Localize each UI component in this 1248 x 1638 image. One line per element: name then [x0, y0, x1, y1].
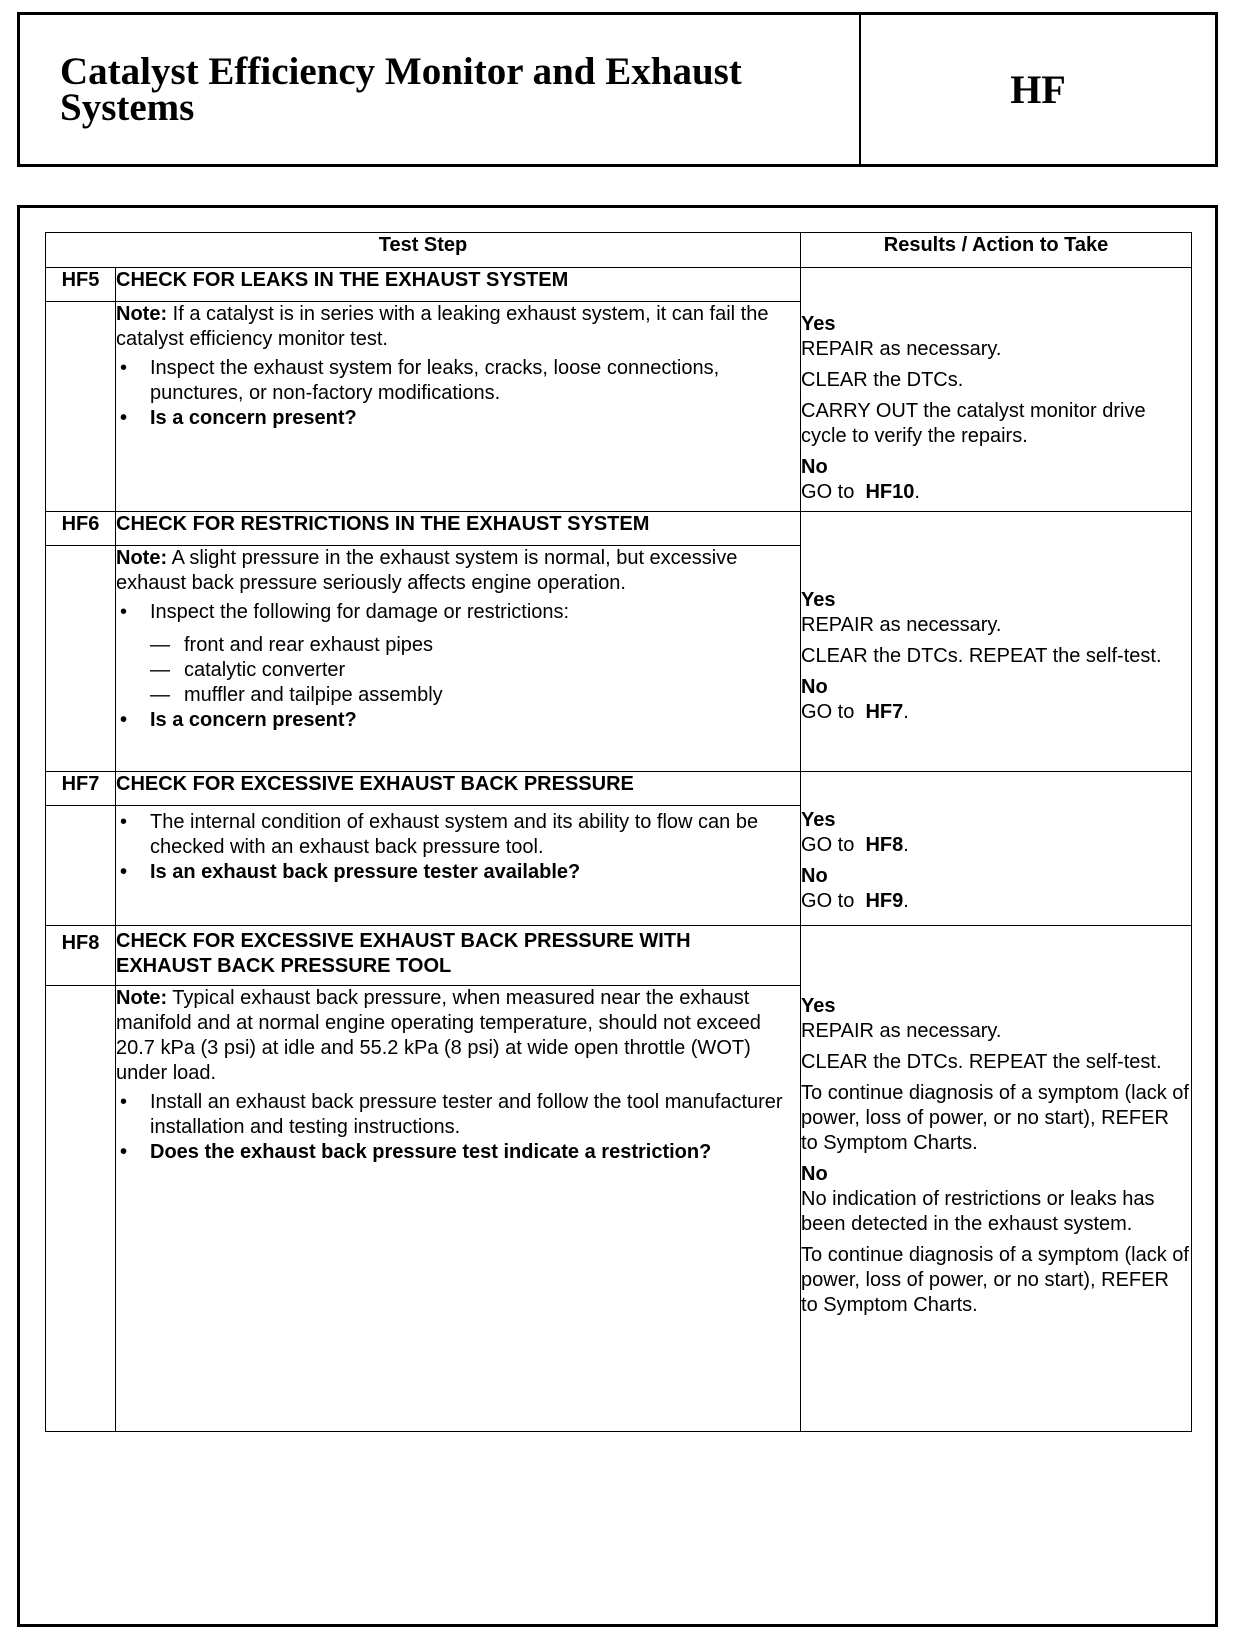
sub-item [116, 683, 800, 708]
step-id-spacer [46, 546, 116, 772]
sub-item-text: muffler and tailpipe assembly [184, 684, 443, 706]
note-text: Typical exhaust back pressure, when measured near the exhaust manifold and at normal engine operating temperature, should not exceed 20.7 kPa (3 psi) at idle and 55.2 kPa (8 psi) at wide open throttle (WOT) under load. [116, 987, 761, 1084]
no-action [801, 889, 1191, 914]
yes-label: Yes [801, 809, 836, 831]
goto-step-link[interactable]: HF8 [865, 834, 904, 856]
step-id-spacer [46, 806, 116, 926]
step-question [116, 406, 800, 431]
step-id: HF7 [46, 772, 116, 806]
step-question [116, 1140, 800, 1165]
sub-item-text: front and rear exhaust pipes [184, 634, 434, 656]
bullet-text: Install an exhaust back pressure tester and follow the tool manufacturer installation and testing instructions. [150, 1091, 783, 1138]
step-results [801, 772, 1192, 926]
sub-item [116, 633, 800, 658]
step-results [801, 268, 1192, 512]
diagnostic-table [45, 232, 1192, 1432]
bullet-icon: • [120, 407, 128, 429]
sub-item-text: catalytic converter [184, 659, 346, 681]
step-note [116, 546, 800, 596]
step-title-row [46, 512, 1192, 546]
table-header-row [46, 233, 1192, 268]
bullet-icon: • [120, 861, 128, 883]
step-id-spacer [46, 302, 116, 512]
section-header [17, 12, 1218, 167]
section-title: Catalyst Efficiency Monitor and Exhaust Systems [20, 15, 861, 164]
bullet-item [116, 356, 800, 406]
step-title-row [46, 772, 1192, 806]
note-label: Note: [116, 547, 168, 569]
step-title-row [46, 268, 1192, 302]
step-title: CHECK FOR EXCESSIVE EXHAUST BACK PRESSURE WITH EXHAUST BACK PRESSURE TOOL [116, 926, 801, 986]
yes-label: Yes [801, 589, 836, 611]
no-label: No [801, 1163, 828, 1185]
bullet-text: Inspect the exhaust system for leaks, cracks, loose connections, punctures, or non-factory modifications. [150, 357, 720, 404]
step-body [116, 302, 801, 512]
dash-icon: — [150, 684, 170, 706]
bullet-text: The internal condition of exhaust system and its ability to flow can be checked with an exhaust back pressure tool. [150, 811, 759, 858]
bullet-icon: • [120, 357, 128, 379]
no-action: To continue diagnosis of a symptom (lack of power, loss of power, or no start), REFER to Symptom Charts. [801, 1244, 1189, 1316]
dash-icon: — [150, 634, 170, 656]
yes-action: REPAIR as necessary. [801, 1020, 1002, 1042]
yes-action: To continue diagnosis of a symptom (lack of power, loss of power, or no start), REFER to Symptom Charts. [801, 1082, 1189, 1154]
punctuation: . [903, 890, 909, 912]
question-text: Is a concern present? [150, 407, 357, 429]
yes-action: CARRY OUT the catalyst monitor drive cycle to verify the repairs. [801, 400, 1146, 447]
bullet-item [116, 1090, 800, 1140]
yes-label: Yes [801, 313, 836, 335]
goto-step-link[interactable]: HF9 [865, 890, 904, 912]
column-header-results: Results / Action to Take [801, 233, 1192, 268]
step-body [116, 806, 801, 926]
note-text: If a catalyst is in series with a leaking exhaust system, it can fail the catalyst efficiency monitor test. [116, 303, 769, 350]
step-question [116, 708, 800, 733]
column-header-test-step: Test Step [46, 233, 801, 268]
step-body [116, 546, 801, 772]
goto-step-link[interactable]: HF10 [865, 481, 915, 503]
punctuation: . [903, 701, 909, 723]
step-title: CHECK FOR LEAKS IN THE EXHAUST SYSTEM [116, 268, 801, 302]
bullet-icon: • [120, 811, 128, 833]
bullet-item [116, 600, 800, 625]
yes-action [801, 833, 1191, 858]
no-label: No [801, 676, 828, 698]
question-text: Is an exhaust back pressure tester available? [150, 861, 581, 883]
yes-action: REPAIR as necessary. [801, 614, 1002, 636]
step-title: CHECK FOR RESTRICTIONS IN THE EXHAUST SYSTEM [116, 512, 801, 546]
punctuation: . [914, 481, 920, 503]
no-action [801, 700, 1191, 725]
goto-text: GO to [801, 481, 860, 503]
dash-icon: — [150, 659, 170, 681]
step-body [116, 986, 801, 1432]
yes-label: Yes [801, 995, 836, 1017]
no-action: No indication of restrictions or leaks has been detected in the exhaust system. [801, 1188, 1155, 1235]
sub-list [116, 633, 800, 708]
note-label: Note: [116, 303, 168, 325]
bullet-icon: • [120, 709, 128, 731]
goto-text: GO to [801, 834, 860, 856]
bullet-icon: • [120, 601, 128, 623]
section-code: HF [1010, 67, 1066, 112]
step-id: HF8 [46, 926, 116, 986]
yes-action: CLEAR the DTCs. REPEAT the self-test. [801, 1051, 1162, 1073]
goto-text: GO to [801, 701, 860, 723]
note-text: A slight pressure in the exhaust system is normal, but excessive exhaust back pressure seriously affects engine operation. [116, 547, 738, 594]
question-text: Is a concern present? [150, 709, 357, 731]
step-results [801, 926, 1192, 1432]
no-label: No [801, 865, 828, 887]
step-question [116, 860, 800, 885]
step-id: HF5 [46, 268, 116, 302]
question-text: Does the exhaust back pressure test indicate a restriction? [150, 1141, 712, 1163]
punctuation: . [903, 834, 909, 856]
bullet-item [116, 810, 800, 860]
bullet-icon: • [120, 1091, 128, 1113]
step-title-row [46, 926, 1192, 986]
bullet-text: Inspect the following for damage or restrictions: [150, 601, 570, 623]
step-id: HF6 [46, 512, 116, 546]
yes-action: CLEAR the DTCs. [801, 369, 964, 391]
sub-item [116, 658, 800, 683]
goto-text: GO to [801, 890, 860, 912]
step-note [116, 986, 800, 1086]
step-title: CHECK FOR EXCESSIVE EXHAUST BACK PRESSURE [116, 772, 801, 806]
step-results [801, 512, 1192, 772]
step-id-spacer [46, 986, 116, 1432]
bullet-icon: • [120, 1141, 128, 1163]
yes-action: REPAIR as necessary. [801, 338, 1002, 360]
goto-step-link[interactable]: HF7 [865, 701, 904, 723]
step-note [116, 302, 800, 352]
no-action [801, 480, 1191, 505]
note-label: Note: [116, 987, 168, 1009]
no-label: No [801, 456, 828, 478]
yes-action: CLEAR the DTCs. REPEAT the self-test. [801, 645, 1162, 667]
